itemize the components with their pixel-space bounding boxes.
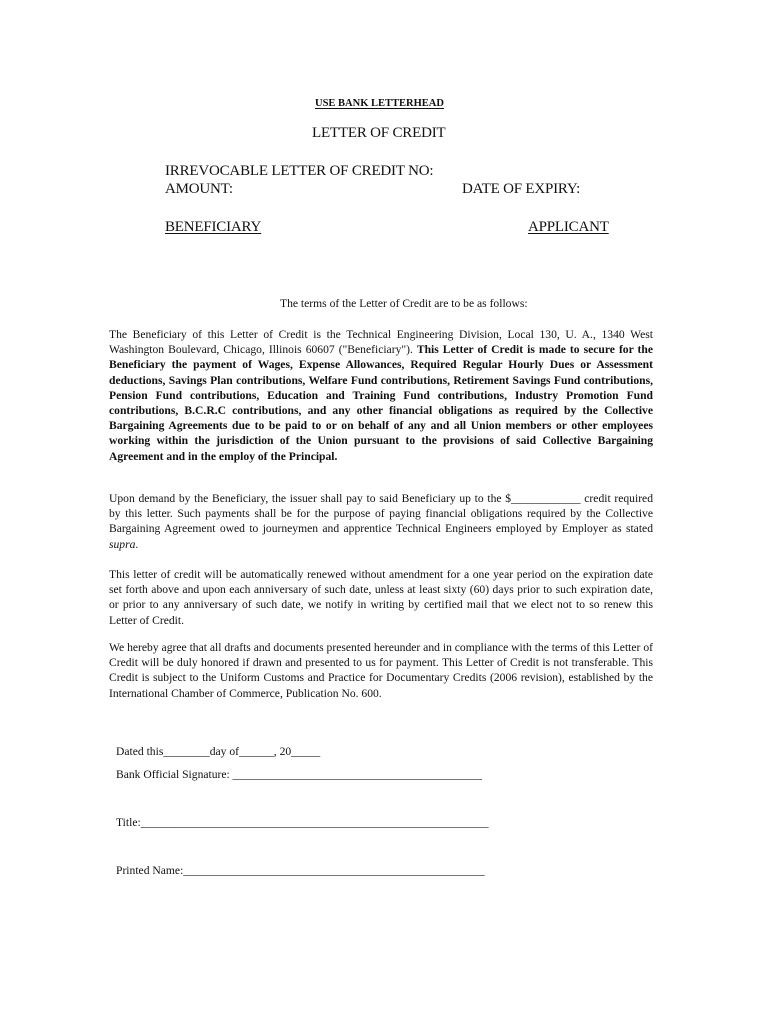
- terms-intro: The terms of the Letter of Credit are to be as follows:: [280, 297, 528, 310]
- title-line: Title:____________________________________________________________: [116, 816, 489, 829]
- agreement-paragraph: We hereby agree that all drafts and documents presented hereunder and in compliance with the terms of this Letter of Credit will be duly honored if drawn and presented to us for payment. This Letter of Credit is not transferable. This Credit is subject to the Uniform Customs and Practice for Documentary Credits (2006 revision), established by the International Chamber of Commerce, Publication No. 600.: [109, 641, 653, 700]
- demand-paragraph-italic: supra: [109, 537, 136, 551]
- letterhead-note: USE BANK LETTERHEAD: [315, 98, 444, 109]
- renewal-paragraph: This letter of credit will be automatically renewed without amendment for a one year period on the expiration date set forth above and upon each anniversary of such date, unless at least sixty (60) days prior to such expiration date, or prior to any anniversary of such date, we notify in writing by certified mail that we elect not to so renew this Letter of Credit.: [109, 568, 653, 627]
- amount-label: AMOUNT:: [165, 181, 233, 197]
- applicant-heading: APPLICANT: [528, 219, 609, 235]
- demand-paragraph: [109, 491, 653, 552]
- credit-number-label: IRREVOCABLE LETTER OF CREDIT NO:: [165, 163, 434, 179]
- dated-line: Dated this________day of______, 20_____: [116, 745, 321, 758]
- beneficiary-paragraph-text: The Beneficiary of this Letter of Credit is the Technical Engineering Division, Local 130, U. A., 1340 West Washington Boulevard, Chicago, Illinois 60607 ("Beneficiary").: [109, 328, 653, 357]
- document-title: LETTER OF CREDIT: [312, 125, 446, 141]
- expiry-date-label: DATE OF EXPIRY:: [462, 181, 581, 197]
- demand-paragraph-text: Upon demand by the Beneficiary, the issuer shall pay to said Beneficiary up to the $____________ credit required by this letter. Such payments shall be for the purpose of paying financial obligations required by the Collective Bargaining Agreement owed to journeymen and apprentice Technical Engineers employed by Employer as stated: [109, 492, 653, 536]
- beneficiary-heading: BENEFICIARY: [165, 219, 262, 235]
- beneficiary-paragraph: [109, 327, 653, 464]
- beneficiary-paragraph-bold: This Letter of Credit is made to secure for the Beneficiary the payment of Wages, Expense Allowances, Required Regular Hourly Dues or Assessment deductions, Savings Plan contributions, Welfare Fund contributions, Retirement Savings Fund contributions, Pension Fund contributions, Education and Training Fund contributions, Industry Promotion Fund contributions, B.C.R.C contributions, and any other financial obligations as required by the Collective Bargaining Agreements due to be paid to or on behalf of any and all Union members or other employees working within the jurisdiction of the Union pursuant to the provisions of said Collective Bargaining Agreement and in the employ of the Principal.: [109, 343, 653, 463]
- bank-signature-line: Bank Official Signature: ___________________________________________: [116, 768, 482, 781]
- demand-paragraph-tail: .: [135, 537, 139, 551]
- printed-name-line: Printed Name:____________________________________________________: [116, 864, 485, 877]
